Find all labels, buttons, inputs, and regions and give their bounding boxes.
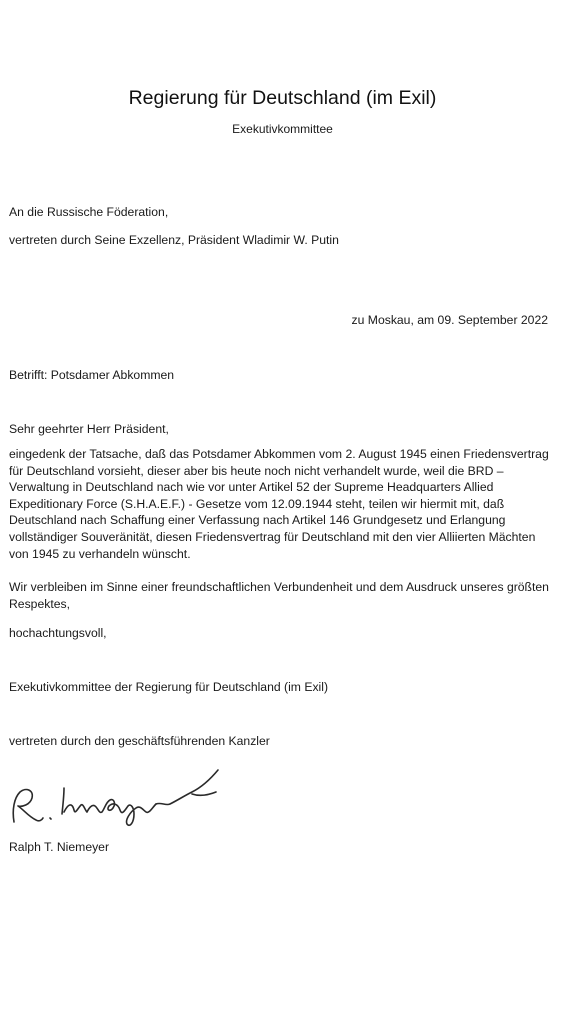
sender-represented-by: vertreten durch den geschäftsführenden Kanzler <box>9 734 270 748</box>
sender-name: Ralph T. Niemeyer <box>9 840 110 854</box>
recipient-line-2: vertreten durch Seine Exzellenz, Präsident Wladimir W. Putin <box>9 233 339 247</box>
subject-line: Betrifft: Potsdamer Abkommen <box>9 368 175 382</box>
letter-title: Regierung für Deutschland (im Exil) <box>128 87 437 109</box>
body-paragraph-2: Wir verbleiben im Sinne einer freundschaftlichen Verbundenheit und dem Ausdruck unseres größten Respektes, <box>9 580 549 611</box>
letter-date: zu Moskau, am 09. September 2022 <box>351 313 548 327</box>
body-paragraph-1: eingedenk der Tatsache, daß das Potsdamer Abkommen vom 2. August 1945 einen Friedensvertrag für Deutschland vorsieht, dieser aber bis heute noch nicht verhandelt wurde, weil die BRD – Verwaltung in Deutschland nach wie vor unter Artikel 52 der Supreme Headquarters Allied Expeditionary Force (S.H.A.E.F.) - Gesetze vom 12.09.1944 steht, teilen wir hiermit mit, daß Deutschland nach Schaffung einer Verfassung nach Artikel 146 Grundgesetz und Erlangung vollständiger Souveränität, diesen Friedensvertrag für Deutschland mit den vier Alliierten Mächten von 1945 zu verhandeln wünscht. <box>9 447 549 561</box>
closing: hochachtungsvoll, <box>9 626 107 640</box>
sender-organization: Exekutivkommittee der Regierung für Deutschland (im Exil) <box>9 680 329 694</box>
handwritten-signature <box>6 760 226 832</box>
recipient-line-1: An die Russische Föderation, <box>9 205 169 219</box>
letter-subtitle: Exekutivkommittee <box>232 122 333 136</box>
salutation: Sehr geehrter Herr Präsident, <box>9 422 169 436</box>
